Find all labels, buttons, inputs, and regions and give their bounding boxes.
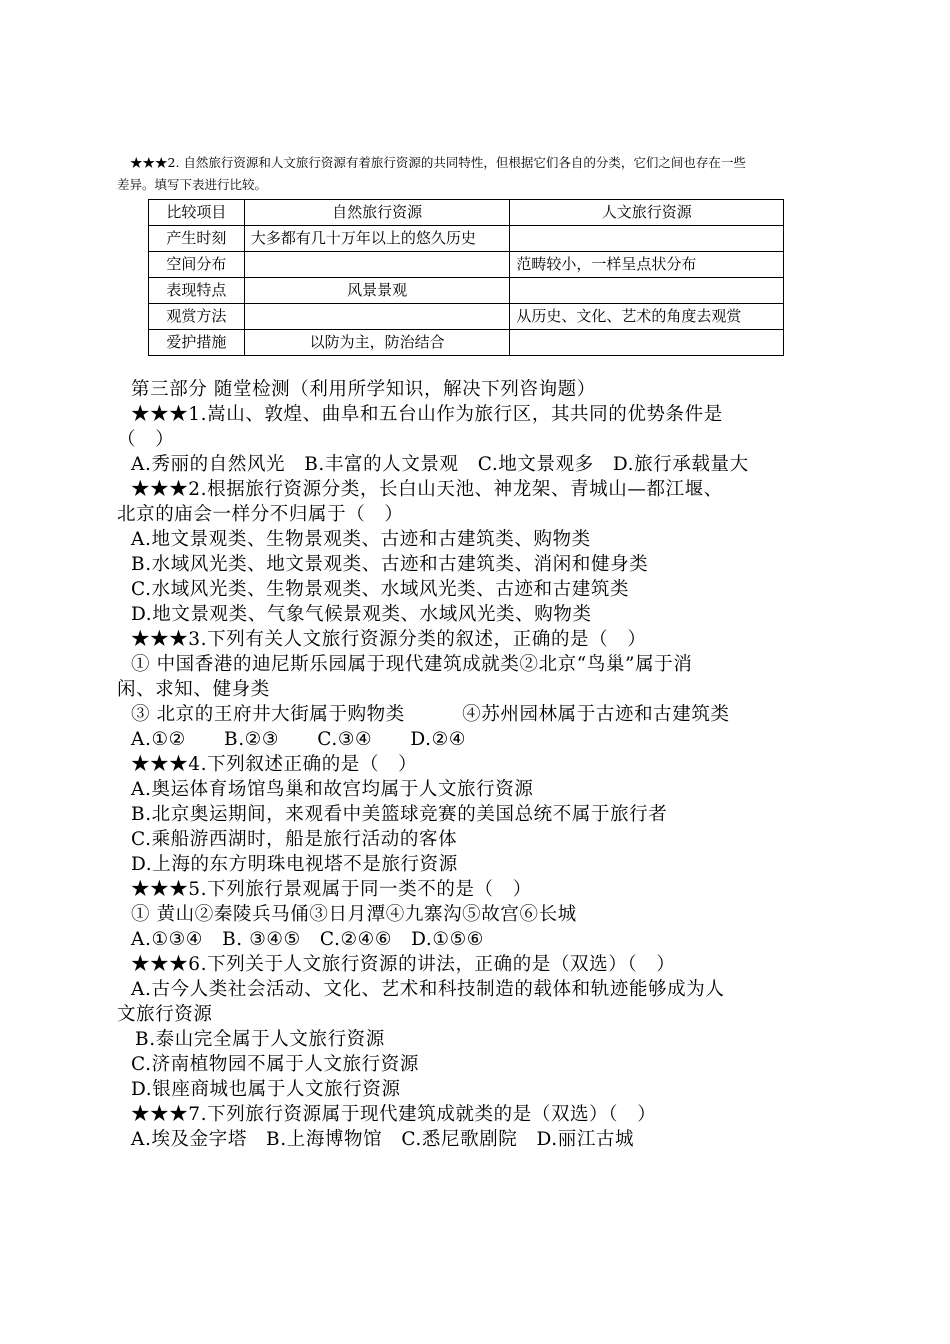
- question-4-option: C.乘船游西湖时，船是旅行活动的客体: [131, 829, 458, 850]
- cultural-cell: [510, 278, 784, 304]
- question-5-items: ① 黄山②秦陵兵马俑③日月潭④九寨沟⑤故宫⑥长城: [131, 904, 577, 925]
- question-4-stem: ★★★4.下列叙述正确的是（ ）: [131, 754, 418, 775]
- question-2-option: A.地文景观类、生物景观类、古迹和古建筑类、购物类: [131, 529, 591, 550]
- question-7-stem: ★★★7.下列旅行资源属于现代建筑成就类的是（双选）（ ）: [131, 1104, 657, 1125]
- question-4-option: D.上海的东方明珠电视塔不是旅行资源: [131, 854, 458, 875]
- question-6-option-a-cont: 文旅行资源: [117, 1004, 213, 1025]
- question-4-option: B.北京奥运期间，来观看中美篮球竞赛的美国总统不属于旅行者: [131, 804, 668, 825]
- question-1-stem: ★★★1.嵩山、敦煌、曲阜和五台山作为旅行区，其共同的优势条件是: [131, 404, 723, 425]
- question-6-option-b: B.泰山完全属于人文旅行资源: [135, 1029, 385, 1050]
- question-3-items: ③ 北京的王府井大街属于购物类 ④苏州园林属于古迹和古建筑类: [131, 704, 730, 725]
- row-label: 爱护措施: [149, 330, 245, 356]
- question-1-stem-cont: （ ）: [117, 429, 175, 450]
- header-cell: 自然旅行资源: [244, 200, 510, 226]
- question-5-options: A.①③④ B. ③④⑤ C.②④⑥ D.①⑤⑥: [131, 929, 484, 950]
- intro-line-2: 差异。填写下表进行比较。: [117, 177, 268, 192]
- question-2-stem-cont: 北京的庙会一样分不归属于（ ）: [117, 504, 404, 525]
- row-label: 观赏方法: [149, 304, 245, 330]
- question-3-items-cont: 闲、求知、健身类: [117, 679, 270, 700]
- natural-cell: 大多都有几十万年以上的悠久历史: [244, 226, 510, 252]
- quiz-section: [117, 377, 837, 1152]
- question-6-stem: ★★★6.下列关于人文旅行资源的讲法，正确的是（双选）（ ）: [131, 954, 676, 975]
- natural-cell: 以防为主，防治结合: [244, 330, 510, 356]
- question-3-items: ① 中国香港的迪尼斯乐园属于现代建筑成就类②北京“鸟巢”属于消: [131, 654, 693, 675]
- table-row: [149, 330, 784, 356]
- question-3-options: A.①② B.②③ C.③④ D.②④: [131, 729, 467, 750]
- question-2-option: C.水域风光类、生物景观类、水域风光类、古迹和古建筑类: [131, 579, 630, 600]
- natural-cell: 风景景观: [244, 278, 510, 304]
- section-title: 第三部分 随堂检测（利用所学知识，解决下列咨询题）: [131, 379, 596, 400]
- table-row: [149, 304, 784, 330]
- question-3-stem: ★★★3.下列有关人文旅行资源分类的叙述，正确的是（ ）: [131, 629, 647, 650]
- question-6-option-d: D.银座商城也属于人文旅行资源: [131, 1079, 401, 1100]
- question-2-option: B.水域风光类、地文景观类、古迹和古建筑类、消闲和健身类: [131, 554, 649, 575]
- table-row: [149, 252, 784, 278]
- cultural-cell: [510, 330, 784, 356]
- question-2-option: D.地文景观类、气象气候景观类、水域风光类、购物类: [131, 604, 592, 625]
- table-question-intro: [117, 152, 837, 196]
- row-label: 空间分布: [149, 252, 245, 278]
- cultural-cell: [510, 226, 784, 252]
- comparison-table: [148, 199, 784, 356]
- question-5-stem: ★★★5.下列旅行景观属于同一类不的是（ ）: [131, 879, 532, 900]
- question-4-option: A.奥运体育场馆鸟巢和故宫均属于人文旅行资源: [131, 779, 534, 800]
- intro-line-1: ★★★2. 自然旅行资源和人文旅行资源有着旅行资源的共同特性，但根据它们各自的分类，它们之间也存在一些: [130, 155, 746, 170]
- question-6-option-c: C.济南植物园不属于人文旅行资源: [131, 1054, 419, 1075]
- question-7-options: A.埃及金字塔 B.上海博物馆 C.悉尼歌剧院 D.丽江古城: [131, 1129, 635, 1150]
- cultural-cell: 范畴较小，一样呈点状分布: [510, 252, 784, 278]
- table-row: [149, 226, 784, 252]
- header-cell: 人文旅行资源: [510, 200, 784, 226]
- row-label: 产生时刻: [149, 226, 245, 252]
- question-1-options: A.秀丽的自然风光 B.丰富的人文景观 C.地文景观多 D.旅行承载量大: [131, 454, 749, 475]
- natural-cell: [244, 252, 510, 278]
- table-row: [149, 278, 784, 304]
- question-2-stem: ★★★2.根据旅行资源分类，长白山天池、神龙架、青城山—都江堰、: [131, 479, 723, 500]
- cultural-cell: 从历史、文化、艺术的角度去观赏: [510, 304, 784, 330]
- header-cell: 比较项目: [149, 200, 245, 226]
- natural-cell: [244, 304, 510, 330]
- row-label: 表现特点: [149, 278, 245, 304]
- question-6-option-a: A.古今人类社会活动、文化、艺术和科技制造的载体和轨迹能够成为人: [131, 979, 725, 1000]
- table-header-row: [149, 200, 784, 226]
